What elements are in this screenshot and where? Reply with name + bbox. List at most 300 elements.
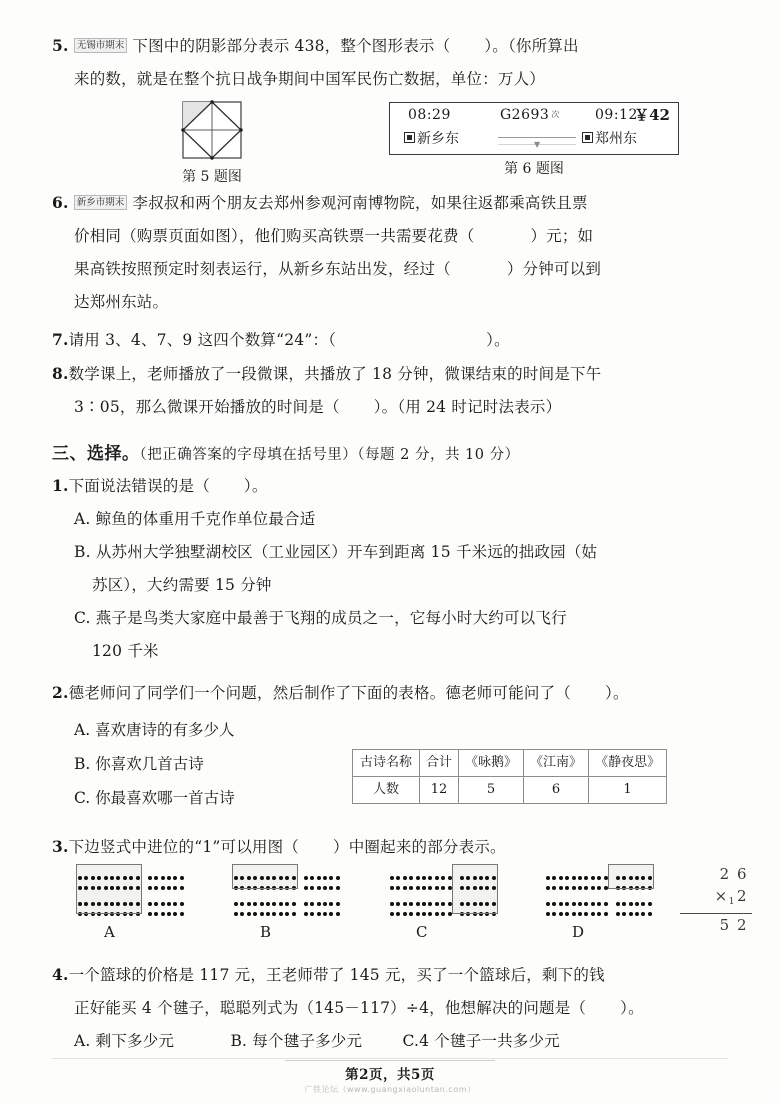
dot [292, 912, 296, 916]
choice-1-option-c-line2: 120 千米 [92, 642, 159, 660]
dot [336, 902, 340, 906]
choice-1-option-b[interactable] [52, 537, 752, 568]
dot [292, 886, 296, 890]
dot-block-six [304, 867, 342, 892]
poem-survey-table [352, 749, 667, 804]
dot-option-a-label: A [104, 923, 115, 941]
dot [635, 902, 639, 906]
dot [591, 902, 595, 906]
ticket-depart-time: 08:29 [408, 107, 451, 123]
ticket-train-number: G2693 次 [500, 107, 560, 123]
dot [448, 876, 452, 880]
question-6-line3a: 果高铁按照预定时刻表运行，从新乡东站出发，经过（ [74, 260, 451, 278]
dot [247, 902, 251, 906]
question-6-line3b: ）分钟可以到 [506, 260, 602, 278]
dot [604, 912, 608, 916]
dot [129, 886, 133, 890]
watermark: 广铁论坛（www.guangxiaoluntan.com） [304, 1085, 476, 1094]
dot [584, 902, 588, 906]
dot [591, 886, 595, 890]
dot-block-six [616, 867, 654, 892]
dot [84, 912, 88, 916]
station-icon [582, 132, 593, 143]
dot [396, 912, 400, 916]
dot [304, 886, 308, 890]
dot [485, 912, 489, 916]
dot [479, 876, 483, 880]
question-8-line2-row [52, 392, 752, 423]
choice-3-number: 3. [52, 837, 69, 856]
choice-4-option-a[interactable]: A. 剩下多少元 [74, 1032, 175, 1050]
dot [240, 886, 244, 890]
dot [473, 902, 477, 906]
dot [584, 876, 588, 880]
question-5 [52, 30, 752, 62]
dot [78, 912, 82, 916]
dot [578, 876, 582, 880]
shaded-square-diagram [178, 99, 246, 161]
dot [97, 886, 101, 890]
choice-4-line2b: ）。 [620, 999, 644, 1017]
dot [154, 912, 158, 916]
dot [272, 876, 276, 880]
dot-option-c-label: C [416, 923, 428, 941]
dot [180, 886, 184, 890]
dot [629, 912, 633, 916]
dot [396, 886, 400, 890]
dot [167, 886, 171, 890]
dot [492, 876, 496, 880]
dot-block-six [460, 893, 498, 918]
dot [161, 886, 165, 890]
dot [390, 876, 394, 880]
dot [460, 886, 464, 890]
dot [616, 902, 620, 906]
dot [409, 902, 413, 906]
dot [552, 912, 556, 916]
dot [572, 876, 576, 880]
vmult-middle [680, 885, 752, 913]
dot [460, 912, 464, 916]
dot [416, 912, 420, 916]
dot-option-b[interactable] [234, 867, 342, 941]
question-7-text-a: 请用 3、4、7、9 这四个数算“24”：（ [68, 331, 337, 349]
figure-6-caption: 第 6 题图 [504, 161, 564, 177]
dot-block-six [616, 893, 654, 918]
figure-5-caption: 第 5 题图 [182, 169, 242, 185]
dot [323, 876, 327, 880]
dot [616, 912, 620, 916]
dot [641, 912, 645, 916]
dot [247, 912, 251, 916]
choice-4-line1: 一个篮球的价格是 117 元，王老师带了 145 元，买了一个篮球后，剩下的钱 [68, 966, 605, 984]
dot-option-a[interactable] [78, 867, 186, 941]
dot [622, 912, 626, 916]
dot [409, 886, 413, 890]
dot [266, 902, 270, 906]
dot [136, 902, 140, 906]
dot [635, 876, 639, 880]
dot [578, 886, 582, 890]
table-cell-value: 1 [589, 777, 667, 804]
question-8-line2b: ）。（用 24 时记时法表示） [373, 398, 562, 416]
dot [435, 902, 439, 906]
dot [148, 912, 152, 916]
dot [416, 886, 420, 890]
choice-1-option-b-cont [52, 570, 752, 601]
dot [329, 876, 333, 880]
dot [260, 886, 264, 890]
footer-divider [52, 1058, 728, 1059]
dot [84, 886, 88, 890]
dot [597, 886, 601, 890]
vmult-multiplier: 2 [736, 887, 748, 905]
dot-option-c[interactable] [390, 867, 498, 941]
dot [428, 886, 432, 890]
dot [260, 912, 264, 916]
dot [285, 876, 289, 880]
question-6-source-badge: 新乡市期末 [74, 195, 128, 210]
figure-5-wrapper [178, 99, 246, 188]
dot [641, 902, 645, 906]
dot [317, 886, 321, 890]
question-6-line4: 达郑州东站。 [74, 293, 169, 311]
dot [78, 876, 82, 880]
dot [572, 912, 576, 916]
dot [591, 876, 595, 880]
dot [591, 912, 595, 916]
dot [622, 886, 626, 890]
dot [485, 886, 489, 890]
dot [435, 912, 439, 916]
dot [253, 876, 257, 880]
dot [110, 876, 114, 880]
question-8-line1: 数学课上，老师播放了一段微课，共播放了 18 分钟，微课结束的时间是下午 [68, 365, 602, 383]
choice-4 [52, 959, 752, 991]
dot [78, 886, 82, 890]
dot [266, 876, 270, 880]
dot [240, 876, 244, 880]
dot [441, 876, 445, 880]
dot [310, 876, 314, 880]
dot [173, 886, 177, 890]
dot [173, 876, 177, 880]
dot [285, 886, 289, 890]
dot [116, 902, 120, 906]
dot [310, 902, 314, 906]
dot [253, 912, 257, 916]
dot [390, 902, 394, 906]
dot [604, 876, 608, 880]
question-7 [52, 324, 752, 356]
dot [317, 912, 321, 916]
table-cell-total: 12 [420, 777, 459, 804]
choice-1-option-c-cont [52, 636, 752, 667]
table-cell-value: 6 [524, 777, 589, 804]
dot [552, 876, 556, 880]
dot [578, 902, 582, 906]
dot [435, 886, 439, 890]
dot [390, 912, 394, 916]
dot [161, 912, 165, 916]
dot [84, 902, 88, 906]
dot [260, 876, 264, 880]
dot [323, 912, 327, 916]
question-6-line3-row [52, 254, 752, 285]
dot [317, 876, 321, 880]
dot [409, 912, 413, 916]
table-row-label: 人数 [353, 777, 420, 804]
choice-4-option-c[interactable]: C.4 个毽子一共多少元 [402, 1032, 560, 1050]
choice-4-options-row [52, 1026, 752, 1057]
table-header-row [353, 750, 667, 777]
question-6-line4-row [52, 287, 752, 318]
question-6-line2b: ）元；如 [530, 227, 594, 245]
choice-1-option-c-line1: C. 燕子是鸟类大家庭中最善于飞翔的成员之一，它每小时大约可以飞行 [74, 609, 567, 627]
dot [279, 912, 283, 916]
dot [460, 902, 464, 906]
dot [154, 876, 158, 880]
choice-2-option-a[interactable]: A. 喜欢唐诗的有多少人 [74, 721, 235, 739]
dot [240, 912, 244, 916]
dot [136, 912, 140, 916]
dot [648, 876, 652, 880]
dot [104, 912, 108, 916]
choice-1-option-b-line2: 苏区），大约需要 15 分钟 [92, 576, 272, 594]
dot [559, 912, 563, 916]
dot [136, 886, 140, 890]
dot [234, 876, 238, 880]
dot [173, 902, 177, 906]
dot [123, 876, 127, 880]
dot [552, 902, 556, 906]
dot [91, 876, 95, 880]
dot [129, 912, 133, 916]
dot [304, 876, 308, 880]
vmult-result: 5 2 [680, 913, 752, 936]
table-cell-value: 5 [459, 777, 524, 804]
dot [161, 902, 165, 906]
dot [310, 912, 314, 916]
dot [403, 912, 407, 916]
dot [97, 912, 101, 916]
dot [485, 902, 489, 906]
dot [448, 902, 452, 906]
dot [572, 902, 576, 906]
choice-2-option-c[interactable]: C. 你最喜欢哪一首古诗 [74, 789, 235, 807]
question-5-source-badge: 无锡市期末 [74, 38, 128, 53]
table-header-cell: 合计 [420, 750, 459, 777]
dot [329, 902, 333, 906]
dot [279, 886, 283, 890]
dot [565, 912, 569, 916]
dot [416, 876, 420, 880]
dot [78, 902, 82, 906]
dot [234, 886, 238, 890]
choice-4-number: 4. [52, 965, 69, 984]
dot [403, 876, 407, 880]
dot [272, 912, 276, 916]
choice-2-number: 2. [52, 683, 69, 702]
dot-block-ten [390, 867, 454, 892]
dot [247, 886, 251, 890]
question-6-number: 6. [52, 193, 69, 212]
dot [572, 886, 576, 890]
dot [84, 876, 88, 880]
dot [635, 912, 639, 916]
dot-block-ten [78, 867, 142, 892]
dot [123, 912, 127, 916]
dot [422, 902, 426, 906]
dot [597, 902, 601, 906]
dot [154, 886, 158, 890]
question-6 [52, 187, 752, 219]
dot [648, 912, 652, 916]
dot [323, 886, 327, 890]
dot-block-six [304, 893, 342, 918]
choice-1-stem-a: 下面说法错误的是（ [68, 477, 210, 495]
ticket-arrive-station: 郑州东 [582, 128, 637, 148]
dot-block-ten [234, 867, 298, 892]
dot [97, 902, 101, 906]
dot-block-six [460, 867, 498, 892]
dot [479, 902, 483, 906]
choice-1 [52, 470, 752, 502]
dot [148, 886, 152, 890]
ticket-depart-station: 新乡东 [404, 128, 459, 148]
dot [448, 912, 452, 916]
train-ticket-figure [389, 102, 679, 155]
dot-option-d[interactable] [546, 867, 654, 941]
dot [129, 902, 133, 906]
question-6-line1: 李叔叔和两个朋友去郑州参观河南博物院，如果往返都乘高铁且票 [132, 194, 588, 212]
choice-4-line2a: 正好能买 4 个毽子，聪聪列式为（145－117）÷4，他想解决的问题是（ [74, 999, 587, 1017]
dot [180, 902, 184, 906]
choice-4-option-b[interactable]: B. 每个毽子多少元 [230, 1032, 363, 1050]
choice-1-option-a-label: A. 鲸鱼的体重用千克作单位最合适 [74, 510, 316, 528]
ticket-arrive-time: 09:12 [595, 107, 638, 123]
choice-1-option-c[interactable] [52, 603, 752, 634]
dot [428, 876, 432, 880]
dot [466, 912, 470, 916]
vmult-sign: × [714, 887, 729, 905]
dot [104, 886, 108, 890]
dot [91, 912, 95, 916]
dot [422, 886, 426, 890]
dot [559, 876, 563, 880]
dot [428, 912, 432, 916]
dot [565, 902, 569, 906]
figures-row [52, 99, 752, 187]
station-icon [404, 132, 415, 143]
dot [97, 876, 101, 880]
dot [403, 902, 407, 906]
dot [136, 876, 140, 880]
dot [565, 876, 569, 880]
dot [396, 902, 400, 906]
dot [116, 912, 120, 916]
dot [104, 902, 108, 906]
dot [148, 902, 152, 906]
dot [272, 902, 276, 906]
dot [390, 886, 394, 890]
dot-block-six [148, 893, 186, 918]
dot [629, 886, 633, 890]
dot [154, 902, 158, 906]
choice-2-stem-a: 德老师问了同学们一个问题，然后制作了下面的表格。德老师可能问了（ [68, 684, 571, 702]
question-5-line2-row [52, 64, 752, 95]
dot [641, 876, 645, 880]
dot [422, 912, 426, 916]
dot [597, 876, 601, 880]
dot [473, 876, 477, 880]
dot [479, 886, 483, 890]
dot [584, 912, 588, 916]
dot [565, 886, 569, 890]
question-8-line2a: 3∶05，那么微课开始播放的时间是（ [74, 398, 340, 416]
dot [266, 912, 270, 916]
dot [616, 876, 620, 880]
vmult-carry: 1 [728, 897, 736, 907]
dot [648, 902, 652, 906]
dot [279, 876, 283, 880]
dot [180, 876, 184, 880]
table-header-cell: 《江南》 [524, 750, 589, 777]
dot [578, 912, 582, 916]
dot [110, 886, 114, 890]
dot [329, 912, 333, 916]
question-5-number: 5. [52, 36, 69, 55]
dot-option-b-label: B [260, 923, 272, 941]
page-footer [0, 1060, 780, 1095]
dot [448, 886, 452, 890]
dot [584, 886, 588, 890]
section-3-title: 三、选择。 [52, 444, 140, 464]
dot [428, 902, 432, 906]
dot [648, 886, 652, 890]
dot [266, 886, 270, 890]
dot [492, 902, 496, 906]
dot [180, 912, 184, 916]
dot [173, 912, 177, 916]
dot [167, 902, 171, 906]
choice-2-option-b[interactable]: B. 你喜欢几首古诗 [74, 755, 204, 773]
dot [604, 886, 608, 890]
dot [148, 876, 152, 880]
section-3-subtitle: （把正确答案的字母填在括号里）（每题 2 分，共 10 分） [139, 447, 520, 463]
dot [441, 886, 445, 890]
choice-3-stem-b: ）中圈起来的部分表示。 [333, 838, 506, 856]
question-5-line2: 来的数，就是在整个抗日战争期间中国军民伤亡数据，单位：万人） [74, 70, 546, 88]
dot [304, 902, 308, 906]
dot [492, 912, 496, 916]
dot-block-six [148, 867, 186, 892]
dot [466, 876, 470, 880]
dot [546, 912, 550, 916]
choice-2-body [52, 711, 752, 831]
table-header-cell: 《静夜思》 [589, 750, 667, 777]
choice-1-option-a[interactable] [52, 504, 752, 535]
dot [167, 912, 171, 916]
vertical-multiplication [680, 863, 752, 936]
dot [272, 886, 276, 890]
question-8 [52, 358, 752, 390]
dot-block-ten [390, 893, 454, 918]
choice-4-line2-row [52, 993, 752, 1024]
dot [629, 876, 633, 880]
dot [441, 902, 445, 906]
dot [253, 902, 257, 906]
